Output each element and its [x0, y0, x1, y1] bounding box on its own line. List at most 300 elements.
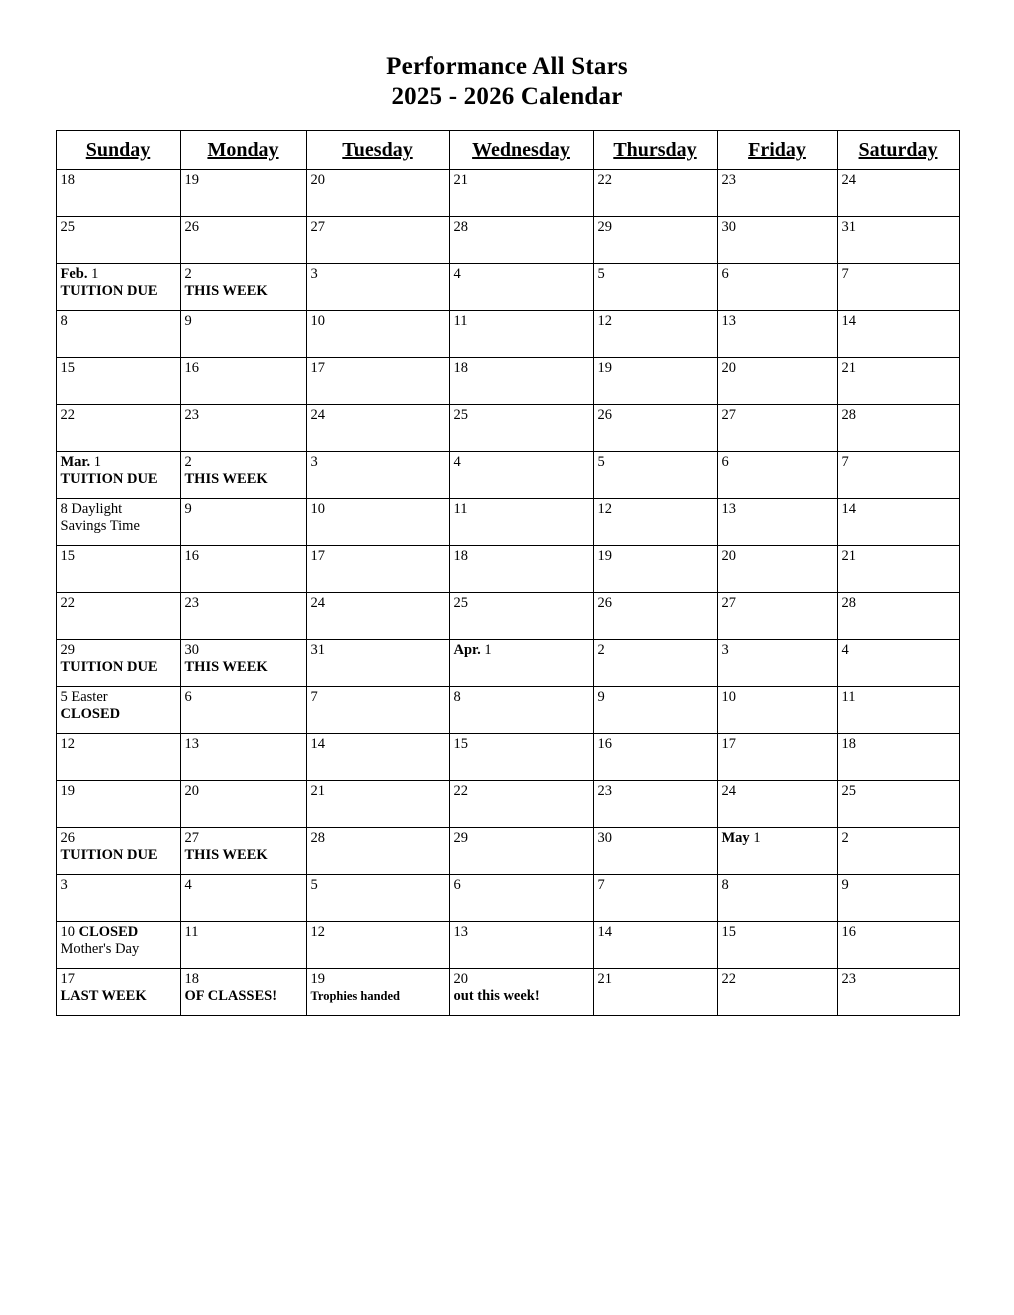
day-cell-content: [718, 593, 837, 639]
calendar-day-cell[interactable]: [593, 969, 717, 1016]
day-number-line: [454, 407, 590, 424]
calendar-day-cell[interactable]: [717, 499, 837, 546]
day-number-line: [185, 407, 303, 424]
header-label: Tuesday: [342, 138, 413, 161]
day-inline-note: Daylight: [67, 501, 123, 517]
calendar-day-cell[interactable]: [717, 922, 837, 969]
day-number: 4: [841, 642, 849, 658]
day-number: 23: [184, 595, 199, 611]
calendar-week-row: [56, 593, 959, 640]
calendar-week-row: [56, 405, 959, 452]
calendar-day-cell[interactable]: [180, 593, 306, 640]
day-number: 26: [60, 830, 75, 846]
day-number-line: [598, 736, 714, 753]
day-cell-content: [307, 264, 449, 310]
calendar-day-cell[interactable]: [837, 170, 959, 217]
calendar-day-cell[interactable]: [717, 264, 837, 311]
calendar-day-cell[interactable]: [56, 217, 180, 264]
day-number-line: [598, 783, 714, 800]
calendar-day-cell[interactable]: [837, 217, 959, 264]
day-number-line: [842, 689, 956, 706]
day-cell-content: [718, 640, 837, 686]
calendar-day-cell[interactable]: [449, 734, 593, 781]
day-number: 20: [453, 971, 468, 987]
day-number-line: [842, 830, 956, 847]
calendar-week-row: [56, 170, 959, 217]
calendar-day-cell[interactable]: [180, 405, 306, 452]
day-cell-content: [838, 499, 959, 545]
day-number-line: [311, 830, 446, 847]
calendar-day-cell[interactable]: [449, 217, 593, 264]
day-number: 27: [184, 830, 199, 846]
calendar-day-cell[interactable]: [306, 405, 449, 452]
day-number: 29: [60, 642, 75, 658]
day-cell-content: [718, 875, 837, 921]
calendar-day-cell[interactable]: [717, 217, 837, 264]
day-number-line: [454, 360, 590, 377]
day-number-line: [842, 407, 956, 424]
day-number: 26: [597, 407, 612, 423]
day-cell-content: [718, 264, 837, 310]
calendar-day-cell[interactable]: [180, 875, 306, 922]
day-number-line: [842, 266, 956, 283]
day-number: 8: [721, 877, 729, 893]
day-number: 18: [841, 736, 856, 752]
day-cell-content: [450, 217, 593, 263]
day-number-line: [722, 219, 834, 236]
day-cell-content: [450, 640, 593, 686]
day-number: 28: [310, 830, 325, 846]
day-number-line: [61, 595, 177, 612]
day-cell-content: [594, 311, 717, 357]
day-number: 27: [721, 407, 736, 423]
calendar-day-cell[interactable]: [306, 452, 449, 499]
day-cell-content: [307, 828, 449, 874]
page-title: [0, 0, 1014, 112]
calendar-day-cell[interactable]: [837, 358, 959, 405]
day-cell-content: [57, 687, 180, 733]
calendar-day-cell[interactable]: [593, 828, 717, 875]
day-number: 15: [453, 736, 468, 752]
calendar-day-cell[interactable]: [449, 170, 593, 217]
day-number-line: [842, 454, 956, 471]
header-label: Wednesday: [472, 138, 570, 161]
calendar-day-cell[interactable]: [837, 452, 959, 499]
calendar-day-cell[interactable]: [717, 640, 837, 687]
calendar-day-cell[interactable]: [306, 170, 449, 217]
calendar-day-cell[interactable]: [306, 781, 449, 828]
day-number-line: [722, 595, 834, 612]
day-cell-content: [838, 217, 959, 263]
day-number: 6: [184, 689, 192, 705]
day-number-line: [185, 877, 303, 894]
day-number-line: [61, 830, 177, 847]
day-cell-content: [181, 593, 306, 639]
day-number-line: [598, 971, 714, 988]
calendar-day-cell[interactable]: [306, 922, 449, 969]
calendar-day-cell[interactable]: [449, 640, 593, 687]
calendar-day-cell[interactable]: [837, 781, 959, 828]
day-number: 23: [841, 971, 856, 987]
day-number-line: [722, 548, 834, 565]
day-cell-content: [718, 452, 837, 498]
calendar-day-cell[interactable]: [306, 499, 449, 546]
calendar-day-cell[interactable]: [717, 875, 837, 922]
calendar-day-cell[interactable]: [449, 922, 593, 969]
calendar-day-cell[interactable]: [180, 828, 306, 875]
calendar-day-cell[interactable]: [717, 781, 837, 828]
day-cell-content: [181, 499, 306, 545]
day-number-line: [722, 360, 834, 377]
calendar-day-cell[interactable]: [180, 734, 306, 781]
calendar-container: [56, 130, 959, 1016]
calendar-day-cell[interactable]: [837, 687, 959, 734]
day-cell-content: [838, 828, 959, 874]
calendar-day-cell[interactable]: [837, 875, 959, 922]
day-number-line: [598, 454, 714, 471]
day-note-bold: CLOSED: [60, 706, 121, 722]
calendar-day-cell[interactable]: [449, 969, 593, 1016]
calendar-day-cell[interactable]: [449, 546, 593, 593]
calendar-day-cell[interactable]: [449, 593, 593, 640]
day-number-line: [842, 172, 956, 189]
calendar-day-cell[interactable]: [180, 499, 306, 546]
calendar-day-cell[interactable]: [593, 311, 717, 358]
day-number: 25: [453, 595, 468, 611]
calendar-day-cell[interactable]: [56, 405, 180, 452]
calendar-day-cell[interactable]: [306, 358, 449, 405]
day-number: 14: [597, 924, 612, 940]
calendar-day-cell[interactable]: [56, 264, 180, 311]
calendar-day-cell[interactable]: [56, 170, 180, 217]
calendar-day-cell[interactable]: [56, 922, 180, 969]
day-number: 18: [60, 172, 75, 188]
calendar-day-cell[interactable]: [593, 734, 717, 781]
day-cell-content: [57, 405, 180, 451]
day-number-line: [598, 877, 714, 894]
calendar-day-cell[interactable]: [449, 452, 593, 499]
calendar-day-cell[interactable]: [306, 875, 449, 922]
day-number-line: [454, 783, 590, 800]
day-number: 21: [453, 172, 468, 188]
calendar-week-row: [56, 734, 959, 781]
day-number-line: [185, 548, 303, 565]
day-number-line: [311, 407, 446, 424]
calendar-week-row: [56, 452, 959, 499]
day-number: 29: [453, 830, 468, 846]
day-number-line: [311, 689, 446, 706]
calendar-day-cell[interactable]: [717, 405, 837, 452]
day-number-line: [61, 501, 177, 518]
calendar-day-cell[interactable]: [56, 358, 180, 405]
calendar-day-cell[interactable]: [56, 734, 180, 781]
calendar-day-cell[interactable]: [56, 593, 180, 640]
calendar-body: [56, 170, 959, 1016]
day-cell-content: [450, 687, 593, 733]
calendar-day-cell[interactable]: [717, 358, 837, 405]
calendar-day-cell[interactable]: [449, 828, 593, 875]
day-number: 16: [597, 736, 612, 752]
day-cell-content: [718, 170, 837, 216]
day-note-bold: THIS WEEK: [184, 659, 268, 675]
day-number: 23: [597, 783, 612, 799]
calendar-day-cell[interactable]: [593, 358, 717, 405]
day-number-line: [598, 360, 714, 377]
calendar-day-cell[interactable]: [837, 311, 959, 358]
day-cell-content: [57, 922, 180, 968]
calendar-day-cell[interactable]: [593, 499, 717, 546]
calendar-day-cell[interactable]: [56, 640, 180, 687]
day-number-line: [61, 642, 177, 659]
day-cell-content: [594, 546, 717, 592]
day-number: 21: [597, 971, 612, 987]
calendar-day-cell[interactable]: [449, 499, 593, 546]
title-line-2: 2025 - 2026 Calendar: [391, 83, 623, 110]
calendar-day-cell[interactable]: [180, 358, 306, 405]
calendar-day-cell[interactable]: [56, 311, 180, 358]
day-number-line: [61, 454, 177, 471]
day-number: 25: [453, 407, 468, 423]
calendar-day-cell[interactable]: [593, 170, 717, 217]
calendar-day-cell[interactable]: [717, 170, 837, 217]
calendar-day-cell[interactable]: [56, 452, 180, 499]
day-cell-content: [718, 687, 837, 733]
day-cell-content: [594, 217, 717, 263]
calendar-day-cell[interactable]: [717, 311, 837, 358]
day-note-bold: OF CLASSES!: [184, 988, 278, 1004]
calendar-day-cell[interactable]: [306, 311, 449, 358]
day-number-line: [311, 783, 446, 800]
calendar-day-cell[interactable]: [56, 781, 180, 828]
calendar-day-cell[interactable]: [717, 734, 837, 781]
day-number: 10: [310, 501, 325, 517]
day-number-line: [842, 924, 956, 941]
calendar-day-cell[interactable]: [837, 734, 959, 781]
day-number: 18: [453, 360, 468, 376]
calendar-week-row: [56, 687, 959, 734]
day-number-line: [311, 642, 446, 659]
calendar-day-cell[interactable]: [180, 452, 306, 499]
day-number-line: [185, 266, 303, 283]
day-number: 19: [60, 783, 75, 799]
calendar-day-cell[interactable]: [56, 499, 180, 546]
calendar-day-cell[interactable]: [837, 405, 959, 452]
calendar-day-cell[interactable]: [593, 264, 717, 311]
day-cell-content: [57, 217, 180, 263]
day-number: 19: [597, 548, 612, 564]
calendar-day-cell[interactable]: [593, 546, 717, 593]
calendar-day-cell[interactable]: [593, 781, 717, 828]
calendar-day-cell[interactable]: [306, 640, 449, 687]
day-number-line: [842, 595, 956, 612]
calendar-day-cell[interactable]: [837, 593, 959, 640]
calendar-day-cell[interactable]: [837, 969, 959, 1016]
day-number-line: [185, 783, 303, 800]
day-note-bold: out this week!: [453, 988, 540, 1004]
calendar-day-cell[interactable]: [717, 828, 837, 875]
calendar-day-cell[interactable]: [306, 217, 449, 264]
day-cell-content: [718, 828, 837, 874]
calendar-day-cell[interactable]: [593, 687, 717, 734]
calendar-day-cell[interactable]: [593, 640, 717, 687]
day-cell-content: [181, 546, 306, 592]
calendar-day-cell[interactable]: [56, 875, 180, 922]
day-number: 5: [60, 689, 68, 705]
day-number: 30: [597, 830, 612, 846]
day-cell-content: [57, 828, 180, 874]
day-number: 15: [60, 360, 75, 376]
calendar-day-cell[interactable]: [837, 922, 959, 969]
calendar-day-cell[interactable]: [593, 452, 717, 499]
calendar-day-cell[interactable]: [449, 687, 593, 734]
day-number-line: [454, 172, 590, 189]
month-label: Mar.: [60, 454, 91, 470]
day-cell-content: [594, 452, 717, 498]
day-cell-content: [718, 546, 837, 592]
calendar-day-cell[interactable]: [717, 687, 837, 734]
header-label: Sunday: [85, 138, 151, 161]
calendar-day-cell[interactable]: [56, 687, 180, 734]
day-cell-content: [718, 499, 837, 545]
day-cell-content: [307, 781, 449, 827]
day-note-bold: TUITION DUE: [60, 659, 158, 675]
calendar-day-cell[interactable]: [837, 264, 959, 311]
calendar-day-cell[interactable]: [306, 734, 449, 781]
calendar-day-cell[interactable]: [449, 405, 593, 452]
calendar-day-cell[interactable]: [837, 828, 959, 875]
calendar-day-cell[interactable]: [593, 922, 717, 969]
calendar-day-cell[interactable]: [180, 969, 306, 1016]
day-number: 6: [453, 877, 461, 893]
calendar-day-cell[interactable]: [593, 593, 717, 640]
day-cell-content: [450, 875, 593, 921]
day-cell-content: [838, 593, 959, 639]
day-number-line: [722, 971, 834, 988]
column-header-thursday: [593, 131, 717, 170]
calendar-week-row: [56, 217, 959, 264]
day-number-line: [598, 689, 714, 706]
calendar-day-cell[interactable]: [593, 405, 717, 452]
day-number-line: [722, 266, 834, 283]
day-cell-content: [594, 405, 717, 451]
calendar-day-cell[interactable]: [180, 217, 306, 264]
calendar-day-cell[interactable]: [717, 452, 837, 499]
calendar-day-cell[interactable]: [306, 593, 449, 640]
calendar-day-cell[interactable]: [717, 593, 837, 640]
day-number: 21: [310, 783, 325, 799]
day-number-line: [311, 454, 446, 471]
day-cell-content: [450, 499, 593, 545]
day-number: 11: [453, 313, 468, 329]
day-note: Savings Time: [60, 518, 140, 534]
day-number: 18: [453, 548, 468, 564]
calendar-day-cell[interactable]: [449, 875, 593, 922]
calendar-day-cell[interactable]: [837, 640, 959, 687]
day-cell-content: [450, 358, 593, 404]
calendar-day-cell[interactable]: [180, 922, 306, 969]
calendar-day-cell[interactable]: [180, 640, 306, 687]
calendar-day-cell[interactable]: [306, 828, 449, 875]
day-cell-content: [594, 875, 717, 921]
day-number-line: [61, 877, 177, 894]
calendar-day-cell[interactable]: [717, 546, 837, 593]
day-cell-content: [307, 593, 449, 639]
calendar-day-cell[interactable]: [306, 687, 449, 734]
calendar-day-cell[interactable]: [180, 781, 306, 828]
calendar-day-cell[interactable]: [180, 170, 306, 217]
calendar-day-cell[interactable]: [56, 828, 180, 875]
title-line-1: Performance All Stars: [386, 53, 628, 80]
day-number-line: [454, 501, 590, 518]
day-cell-content: [307, 734, 449, 780]
day-number: 16: [841, 924, 856, 940]
calendar-day-cell[interactable]: [593, 217, 717, 264]
calendar-day-cell[interactable]: [180, 546, 306, 593]
day-number: 31: [841, 219, 856, 235]
day-number-line: [454, 454, 590, 471]
calendar-day-cell[interactable]: [306, 969, 449, 1016]
calendar-day-cell[interactable]: [306, 264, 449, 311]
day-number: 5: [310, 877, 318, 893]
calendar-day-cell[interactable]: [837, 499, 959, 546]
day-cell-content: [594, 170, 717, 216]
day-number-line: [311, 313, 446, 330]
calendar-day-cell[interactable]: [593, 875, 717, 922]
header-label: Saturday: [858, 138, 938, 161]
calendar-week-row: [56, 781, 959, 828]
day-cell-content: [181, 358, 306, 404]
calendar-day-cell[interactable]: [449, 264, 593, 311]
day-number: 6: [721, 266, 729, 282]
calendar-day-cell[interactable]: [717, 969, 837, 1016]
calendar-day-cell[interactable]: [837, 546, 959, 593]
day-number: 24: [841, 172, 856, 188]
calendar-day-cell[interactable]: [306, 546, 449, 593]
day-number-line: [842, 971, 956, 988]
day-number: 13: [721, 313, 736, 329]
calendar-table: [56, 130, 960, 1016]
calendar-day-cell[interactable]: [56, 546, 180, 593]
day-cell-content: [594, 499, 717, 545]
day-number-line: [61, 924, 177, 941]
day-cell-content: [57, 593, 180, 639]
day-cell-content: [450, 734, 593, 780]
day-number: 20: [721, 548, 736, 564]
calendar-day-cell[interactable]: [180, 311, 306, 358]
day-number: 8: [453, 689, 461, 705]
day-cell-content: [594, 687, 717, 733]
day-cell-content: [181, 781, 306, 827]
column-header-sunday: [56, 131, 180, 170]
day-number: 24: [310, 407, 325, 423]
day-number-line: [722, 877, 834, 894]
header-label: Thursday: [613, 138, 697, 161]
calendar-day-cell[interactable]: [449, 311, 593, 358]
day-number: 5: [597, 266, 605, 282]
calendar-day-cell[interactable]: [180, 264, 306, 311]
calendar-day-cell[interactable]: [56, 969, 180, 1016]
day-number: 13: [184, 736, 199, 752]
day-number: 10: [721, 689, 736, 705]
day-number: 26: [597, 595, 612, 611]
day-number: 22: [721, 971, 736, 987]
day-number: 18: [184, 971, 199, 987]
calendar-day-cell[interactable]: [449, 358, 593, 405]
calendar-day-cell[interactable]: [449, 781, 593, 828]
day-number-line: [185, 219, 303, 236]
day-cell-content: [718, 781, 837, 827]
calendar-day-cell[interactable]: [180, 687, 306, 734]
